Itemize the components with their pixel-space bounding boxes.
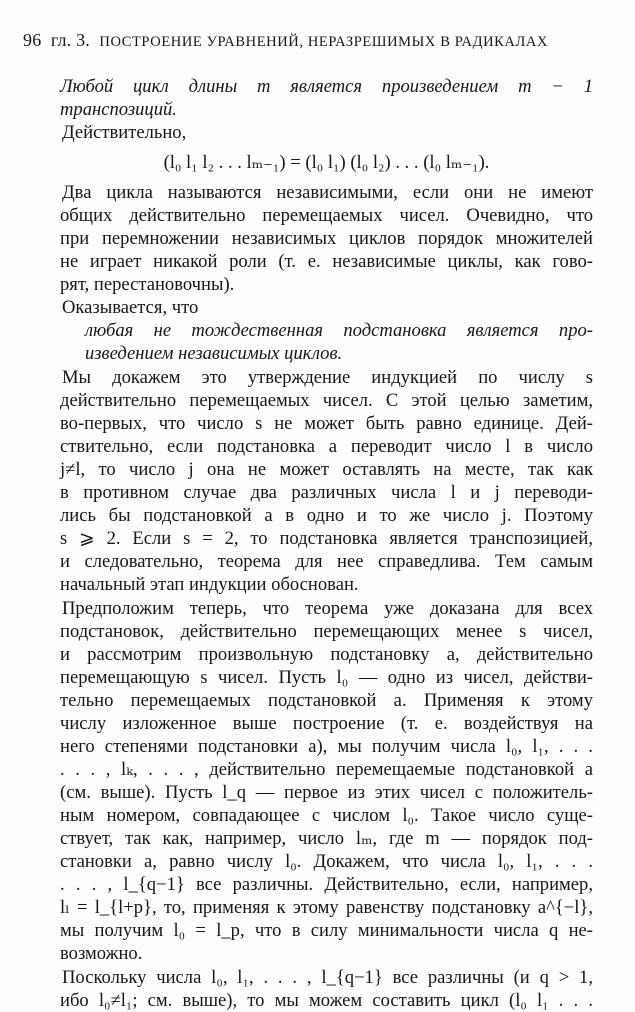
text-line: ным номером, совпадающее с числом l₀. Такое число суще- [60,805,593,826]
text-line: Действительно, [62,122,187,143]
text-line: ибо l₀≠l₁; см. выше), то мы можем составить цикл (l₀ l₁ . . . [60,990,593,1011]
text-line: Два цикла называются независимыми, если они не имеют [62,182,593,203]
text-line: него степенями подстановки a), мы получим числа l₀, l₁, . . . [60,736,593,757]
text-line: начальный этап индукции обоснован. [60,574,359,595]
text-line: тельно перемещаемых подстановкой a. Применяя к этому [60,690,593,711]
text-line: не играет никакой роли (т. е. независимые циклы, как гово- [60,251,593,272]
text-line: ствует, так как, например, число lₘ, где m — порядок под- [60,828,593,849]
text-line: становки a, равно числу l₀. Докажем, что числа l₀, l₁, . . . [60,851,593,872]
text-line: Поскольку числа l₀, l₁, . . . , l_{q−1} все различны (и q > 1, [62,967,593,988]
formula-cycle-decomposition: (l₀ l₁ l₂ . . . lₘ₋₁) = (l₀ l₁) (l₀ l₂) . . . (l₀ lₘ₋₁). [163,152,490,173]
theorem-line: изведением независимых циклов. [85,343,343,364]
text-line: подстановок, действительно перемещающих менее s чисел, [60,621,593,642]
page-number: 96 [23,30,42,50]
text-line: возможно. [60,943,143,964]
theorem-line: любая не тождественная подстановка является про- [85,320,593,341]
text-line: рят, перестановочны). [60,274,235,295]
text-line: числу изложенное выше построение (т. е. воздействуя на [60,713,593,734]
text-line: и следовательно, теорема для нее справедлива. Тем самым [60,551,593,572]
chapter-label: гл. 3. [50,30,90,50]
text-line: Любой цикл длины m является произведением m − 1 [60,76,593,97]
text-line: ствительно, если подстановка a переводит число l в число [60,436,593,457]
text-line: лись бы подстановкой a в одно и то же число j. Поэтому [60,505,593,526]
text-line: . . . , lₖ, . . . , действительно перемещаемые подстановкой a [60,759,593,780]
text-line: Мы докажем это утверждение индукцией по числу s [62,367,593,388]
text-line: перемещающую s чисел. Пусть l₀ — одно из чисел, действи- [60,667,593,688]
text-line: (см. выше). Пусть l_q — первое из этих чисел с положитель- [60,782,593,803]
text-line: s ⩾ 2. Если s = 2, то подстановка является транспозицией, [60,528,593,549]
text-line: lₗ = l_{l+p}, то, применяя к этому равенству подстановку a^{−l}, [60,897,593,918]
text-line: действительно перемещаемых чисел. С этой целью заметим, [60,390,593,411]
text-line: Предположим теперь, что теорема уже доказана для всех [62,598,593,619]
text-line: и рассмотрим произвольную подстановку a, действительно [60,644,593,665]
text-line: j≠l, то число j она не может оставлять на месте, так как [60,459,593,480]
running-header [23,30,613,51]
text-line: мы получим l₀ = l_p, что в силу минимальности числа q не- [60,920,593,941]
text-line: при перемножении независимых циклов порядок множителей [60,228,593,249]
text-line: во-первых, что число s не может быть равно единице. Дей- [60,413,593,434]
text-line: . . . , l_{q−1} все различны. Действительно, если, например, [60,874,593,895]
text-line: общих действительно перемещаемых чисел. Очевидно, что [60,205,593,226]
text-line: Оказывается, что [62,297,199,318]
text-line: транспозиций. [60,99,177,120]
text-line: в противном случае два различных числа l и j переводи- [60,482,593,503]
running-title: ПОСТРОЕНИЕ УРАВНЕНИЙ, НЕРАЗРЕШИМЫХ В РАДИКАЛАХ [99,34,549,50]
